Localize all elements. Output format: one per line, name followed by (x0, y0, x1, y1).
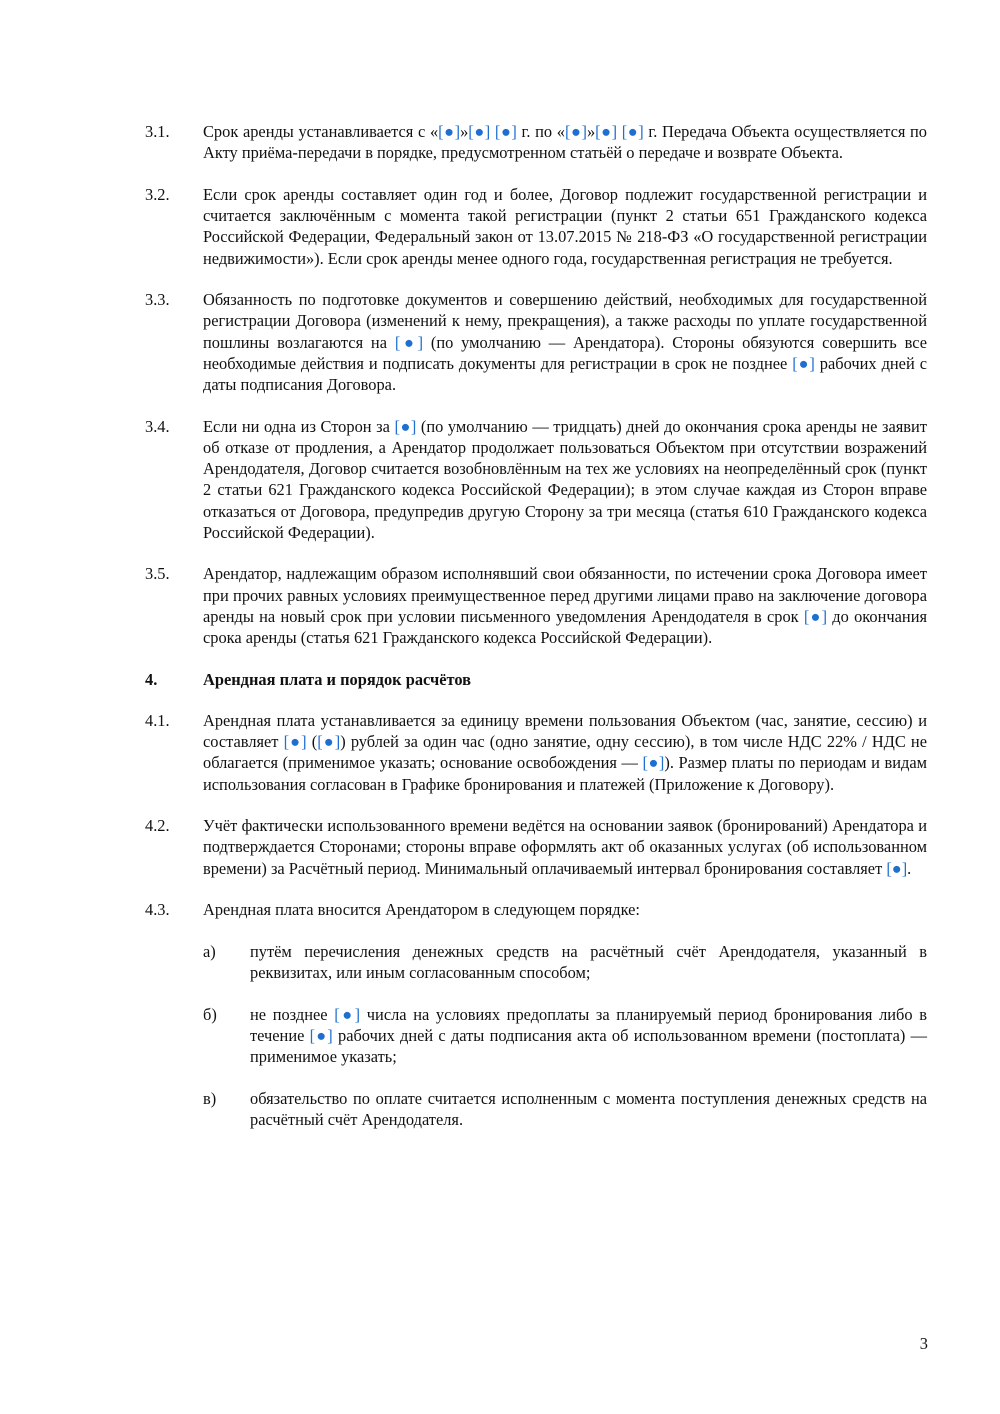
subitem-text: не позднее [●] числа на условиях предоплаты за планируемый период бронирования либо в течение [●] рабочих дней с даты подписания акта об использованном времени (постоплата) — применимое указать; (250, 1005, 927, 1067)
subitem-c (203, 1088, 927, 1130)
subitem-letter: б) (203, 1005, 217, 1024)
clause-text: Арендная плата устанавливается за единицу времени пользования Объектом (час, занятие, сессию) и составляет [●] ([●]) рублей за один час (одно занятие, одну сессию), в том числе НДС 22% / НДС не облагается (применимое указать; основание освобождения — [●]). Размер платы по периодам и видам использования согласован в Графике бронирования и платежей (Приложение к Договору). (203, 710, 927, 794)
placeholder: [●] (317, 732, 341, 752)
subitem-letter: а) (203, 942, 216, 962)
clause-text: Учёт фактически использованного времени ведётся на основании заявок (бронирований) Арендатора и подтверждается Сторонами; стороны вправе оформлять акт об оказанных услугах (об использованном времени) за Расчётный период. Минимальный оплачиваемый интервал бронирования составляет [●]. (203, 816, 927, 878)
clause-text: Если срок аренды составляет один год и более, Договор подлежит государственной регистрации и считается заключённым с момента такой регистрации (пункт 2 статьи 651 Гражданского кодекса Российской Федерации, Федеральный закон от 13.07.2015 № 218-ФЗ «О государственной регистрации недвижимости»). Если срок аренды менее одного года, государственная регистрация не требуется. (203, 184, 927, 268)
placeholder: [●] (334, 1005, 361, 1024)
clause-3-3 (145, 289, 927, 395)
subitem-a (203, 941, 927, 983)
placeholder: [●] (468, 122, 491, 141)
placeholder: [●] (621, 122, 644, 141)
placeholder: [●] (792, 353, 815, 373)
placeholder: [●] (494, 122, 517, 141)
subitem-letter: в) (203, 1089, 217, 1109)
page-number: 3 (919, 1334, 928, 1353)
placeholder: [●] (595, 122, 618, 141)
page-content (145, 121, 927, 1151)
placeholder: [●] (565, 122, 587, 141)
clause-number: 3.4. (145, 416, 170, 436)
section-title: Арендная плата и порядок расчётов (203, 669, 471, 689)
placeholder: [●] (394, 332, 424, 352)
subitem-b (203, 1004, 927, 1068)
section-heading (145, 669, 927, 690)
clause-number: 4.2. (145, 816, 170, 836)
placeholder: [●] (438, 122, 461, 141)
clause-4-2 (145, 815, 927, 879)
clause-number: 4.1. (145, 710, 170, 730)
placeholder: [●] (803, 606, 828, 626)
clause-number: 3.5. (145, 564, 170, 584)
clause-3-4 (145, 416, 927, 543)
clause-number: 3.2. (145, 184, 170, 204)
clause-number: 3.1. (145, 122, 170, 141)
clause-text: Обязанность по подготовке документов и совершению действий, необходимых для государственной регистрации Договора (изменений к нему, прекращения), а также расходы по уплате государственной пошлины возлагаются на [●] (по умолчанию — Арендатора). Стороны обязуются совершить все необходимые действия и подписать документы для регистрации в срок не позднее [●] рабочих дней с даты подписания Договора. (203, 290, 927, 395)
clause-3-5 (145, 563, 927, 648)
clause-text: Срок аренды устанавливается с «[●]»[●] [●] г. по «[●]»[●] [●] г. Передача Объекта осуществляется по Акту приёма-передачи в порядке, предусмотренном статьёй о передаче и возврате Объекта. (203, 122, 928, 163)
subitem-text: путём перечисления денежных средств на расчётный счёт Арендодателя, указанный в реквизитах, или иным согласованным способом; (250, 942, 927, 983)
clause-3-1 (145, 121, 927, 163)
placeholder: [●] (309, 1026, 333, 1046)
section-number: 4. (145, 669, 158, 689)
placeholder: [●] (283, 732, 307, 752)
clause-4-1 (145, 710, 927, 795)
clause-number: 4.3. (145, 900, 170, 920)
placeholder: [●] (886, 858, 908, 878)
clause-text: Если ни одна из Сторон за [●] (по умолчанию — тридцать) дней до окончания срока аренды не заявит об отказе от продления, а Арендатор продолжает пользоваться Объектом при отсутствии возражений Арендодателя, Договор считается возобновлённым на тех же условиях на неопределённый срок (пункт 2 статьи 621 Гражданского кодекса Российской Федерации); в этом случае каждая из Сторон вправе отказаться от Договора, предупредив другую Сторону за три месяца (статья 610 Гражданского кодекса Российской Федерации). (203, 416, 927, 542)
placeholder: [●] (394, 416, 417, 436)
clause-text: Арендатор, надлежащим образом исполнявший свои обязанности, по истечении срока Договора имеет при прочих равных условиях преимущественное перед другими лицами право на заключение договора аренды на новый срок при условии письменного уведомления Арендодателя в срок [●] до окончания срока аренды (статья 621 Гражданского кодекса Российской Федерации). (203, 564, 928, 648)
clause-text: Арендная плата вносится Арендатором в следующем порядке: (203, 900, 640, 920)
clause-number: 3.3. (145, 290, 170, 310)
clause-3-2 (145, 184, 927, 269)
clause-4-3 (145, 899, 927, 920)
placeholder: [●] (642, 753, 665, 773)
subitem-text: обязательство по оплате считается исполненным с момента поступления денежных средств на расчётный счёт Арендодателя. (250, 1089, 927, 1130)
